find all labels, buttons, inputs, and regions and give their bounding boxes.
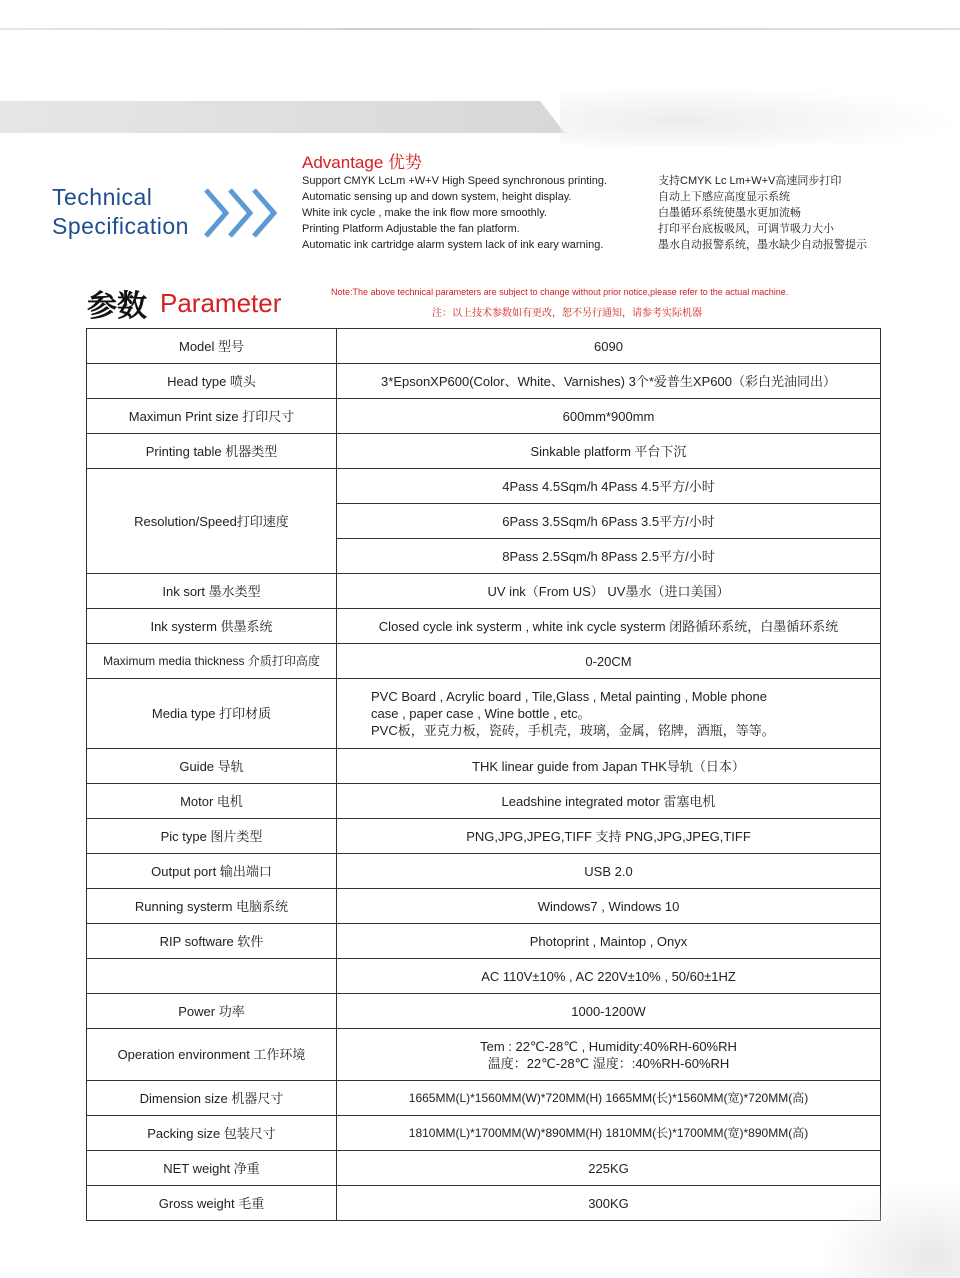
parameter-heading-cn: 参数 — [87, 290, 147, 323]
table-row — [87, 1116, 881, 1151]
advantage-item-cn: 墨水自动报警系统，墨水缺少自动报警提示 — [658, 239, 867, 251]
table-row — [87, 924, 881, 959]
advantage-item-en: White ink cycle , make the ink flow more smoothly. — [302, 207, 547, 219]
spec-value: 1810MM(L)*1700MM(W)*890MM(H) 1810MM(长)*1700MM(宽)*890MM(高) — [337, 1116, 881, 1151]
spec-label: Pic type 图片类型 — [87, 819, 337, 854]
table-row — [87, 959, 881, 994]
spec-value: Windows7 , Windows 10 — [337, 889, 881, 924]
spec-value: 8Pass 2.5Sqm/h 8Pass 2.5平方/小时 — [337, 539, 881, 574]
advantage-item-en: Support CMYK LcLm +W+V High Speed synchronous printing. — [302, 175, 608, 187]
table-row — [87, 889, 881, 924]
spec-label: Output port 输出端口 — [87, 854, 337, 889]
table-row — [87, 574, 881, 609]
spec-label: Motor 电机 — [87, 784, 337, 819]
table-row — [87, 434, 881, 469]
spec-value: 1665MM(L)*1560MM(W)*720MM(H) 1665MM(长)*1560MM(宽)*720MM(高) — [337, 1081, 881, 1116]
corner-decoration — [820, 1180, 960, 1278]
advantage-item-cn: 自动上下感应高度显示系统 — [658, 191, 790, 203]
table-row — [87, 1186, 881, 1221]
spec-label: Maximun Print size 打印尺寸 — [87, 399, 337, 434]
table-row — [87, 819, 881, 854]
tech-line-1: Technical — [52, 184, 153, 210]
spec-value: PNG,JPG,JPEG,TIFF 支持 PNG,JPG,JPEG,TIFF — [337, 819, 881, 854]
table-row — [87, 329, 881, 364]
table-row — [87, 399, 881, 434]
media-line: case , paper case , Wine bottle , etc。 — [371, 706, 591, 721]
spec-label — [87, 959, 337, 994]
spec-label: Running systerm 电脑系统 — [87, 889, 337, 924]
disclaimer-note-cn: 注：以上技术参数如有更改，恕不另行通知，请参考实际机器 — [432, 308, 702, 319]
spec-value: 225KG — [337, 1151, 881, 1186]
table-row — [87, 1151, 881, 1186]
spec-label: Model 型号 — [87, 329, 337, 364]
spec-label: Ink systerm 供墨系统 — [87, 609, 337, 644]
table-row — [87, 679, 881, 749]
table-row — [87, 609, 881, 644]
spec-value: AC 110V±10% , AC 220V±10% , 50/60±1HZ — [337, 959, 881, 994]
advantage-title: Advantage 优势 — [302, 153, 423, 172]
technical-specification-heading — [52, 183, 189, 241]
advantage-item-cn: 打印平台底板吸风，可调节吸力大小 — [658, 223, 834, 235]
spec-label: Operation environment 工作环境 — [87, 1029, 337, 1081]
spec-value: 4Pass 4.5Sqm/h 4Pass 4.5平方/小时 — [337, 469, 881, 504]
table-row — [87, 1081, 881, 1116]
table-row — [87, 1029, 881, 1081]
spec-label: Printing table 机器类型 — [87, 434, 337, 469]
environment-line: 温度：22℃-28℃ 湿度：:40%RH-60%RH — [487, 1055, 730, 1071]
advantage-item-cn: 支持CMYK Lc Lm+W+V高速同步打印 — [658, 175, 842, 187]
spec-value-multiline — [337, 1029, 881, 1081]
spec-label: NET weight 净重 — [87, 1151, 337, 1186]
table-row — [87, 469, 881, 504]
spec-label: Power 功率 — [87, 994, 337, 1029]
environment-line: Tem : 22℃-28℃ , Humidity:40%RH-60%RH — [480, 1038, 737, 1054]
spec-table — [86, 328, 881, 1221]
header-band-fade — [560, 85, 960, 145]
table-row — [87, 749, 881, 784]
spec-label: Packing size 包装尺寸 — [87, 1116, 337, 1151]
spec-value: Photoprint , Maintop , Onyx — [337, 924, 881, 959]
spec-label: Head type 喷头 — [87, 364, 337, 399]
media-line: PVC Board , Acrylic board , Tile,Glass , Metal painting , Moble phone — [371, 689, 767, 704]
triple-chevron-icon — [202, 186, 284, 240]
header-band — [0, 101, 565, 133]
spec-value: 300KG — [337, 1186, 881, 1221]
spec-value: 0-20CM — [337, 644, 881, 679]
spec-label: Media type 打印材质 — [87, 679, 337, 749]
spec-value: 600mm*900mm — [337, 399, 881, 434]
top-divider-line — [0, 28, 960, 30]
spec-label: Guide 导轨 — [87, 749, 337, 784]
spec-value: THK linear guide from Japan THK导轨（日本） — [337, 749, 881, 784]
table-row — [87, 784, 881, 819]
advantage-item-en: Automatic ink cartridge alarm system lack of ink eary warning. — [302, 239, 604, 251]
spec-label: Resolution/Speed打印速度 — [87, 469, 337, 574]
spec-value: UV ink（From US） UV墨水（进口美国） — [337, 574, 881, 609]
spec-value: Sinkable platform 平台下沉 — [337, 434, 881, 469]
spec-value: 1000-1200W — [337, 994, 881, 1029]
table-row — [87, 364, 881, 399]
spec-value-multiline — [337, 679, 881, 749]
disclaimer-note-en: Note:The above technical parameters are subject to change without prior notice,please refer to the actual machine. — [331, 287, 789, 297]
tech-line-2: Specification — [52, 213, 189, 239]
spec-value: USB 2.0 — [337, 854, 881, 889]
table-row — [87, 994, 881, 1029]
advantage-item-en: Automatic sensing up and down system, height display. — [302, 191, 572, 203]
spec-label: Ink sort 墨水类型 — [87, 574, 337, 609]
advantage-item-en: Printing Platform Adjustable the fan platform. — [302, 223, 520, 235]
spec-value: 3*EpsonXP600(Color、White、Varnishes) 3个*爱普生XP600（彩白光油同出） — [337, 364, 881, 399]
spec-value: 6Pass 3.5Sqm/h 6Pass 3.5平方/小时 — [337, 504, 881, 539]
spec-label: Dimension size 机器尺寸 — [87, 1081, 337, 1116]
spec-value: Leadshine integrated motor 雷塞电机 — [337, 784, 881, 819]
table-row — [87, 644, 881, 679]
advantage-list-chinese — [658, 173, 918, 253]
spec-value: 6090 — [337, 329, 881, 364]
spec-label: RIP software 软件 — [87, 924, 337, 959]
spec-label: Maximum media thickness 介质打印高度 — [87, 644, 337, 679]
spec-value: Closed cycle ink systerm , white ink cycle systerm 闭路循环系统，白墨循环系统 — [337, 609, 881, 644]
media-line: PVC板，亚克力板，瓷砖，手机壳，玻璃，金属，铭牌，酒瓶，等等。 — [371, 723, 775, 738]
advantage-item-cn: 白墨循环系统使墨水更加流畅 — [658, 207, 801, 219]
spec-label: Gross weight 毛重 — [87, 1186, 337, 1221]
table-row — [87, 854, 881, 889]
parameter-heading-en: Parameter — [160, 288, 282, 318]
advantage-list-english — [302, 173, 652, 253]
